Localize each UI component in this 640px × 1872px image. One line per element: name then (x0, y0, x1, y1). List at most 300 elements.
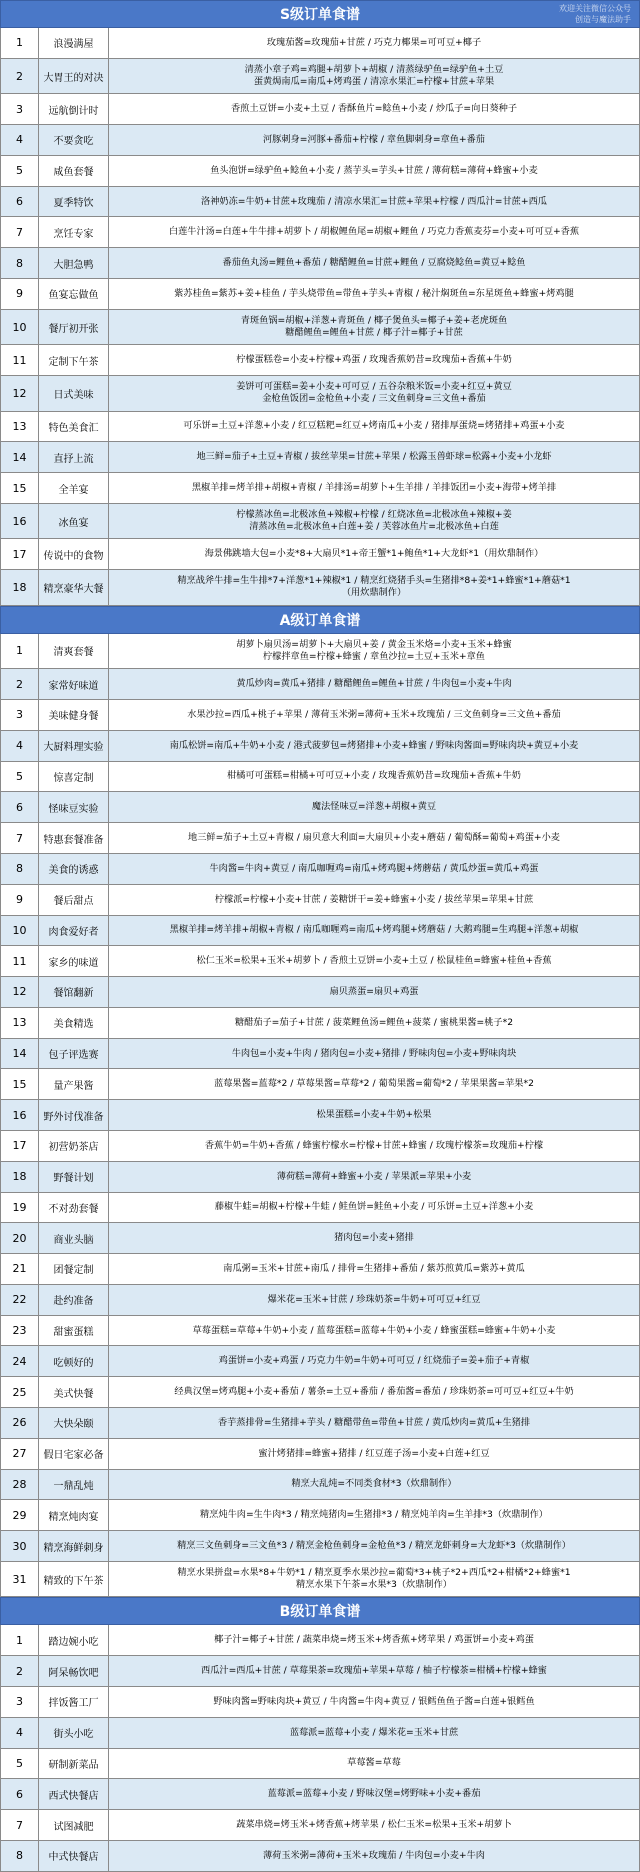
section-title-text: A级订单食谱 (279, 612, 361, 629)
row-number: 10 (1, 310, 39, 345)
row-number: 8 (1, 1841, 39, 1871)
order-name: 特色美食汇 (39, 412, 109, 442)
section-title (0, 0, 640, 28)
row-number: 25 (1, 1377, 39, 1407)
recipe-cell (109, 1162, 640, 1192)
order-name: 大快朵颐 (39, 1408, 109, 1438)
recipe-line: 精烹水果下午茶=水果*3（炊鼎制作） (296, 1579, 452, 1591)
table-row (0, 1625, 640, 1656)
order-name: 中式快餐店 (39, 1841, 109, 1871)
row-number: 14 (1, 1039, 39, 1069)
section-title-text: S级订单食谱 (279, 7, 361, 23)
row-number: 6 (1, 187, 39, 217)
table-row (0, 731, 640, 762)
recipe-cell (109, 1779, 640, 1809)
recipe-cell (109, 1008, 640, 1038)
table-row (0, 1779, 640, 1810)
recipe-line: 松仁玉米=松果+玉米+胡萝卜 / 香煎土豆饼=小麦+土豆 / 松鼠桂鱼=蜂蜜+桂鱼+香蕉 (196, 955, 552, 967)
order-name: 踏边婉小吃 (39, 1625, 109, 1655)
order-name: 美味健身餐 (39, 700, 109, 730)
table-row (0, 570, 640, 606)
row-number: 23 (1, 1316, 39, 1346)
row-number: 20 (1, 1223, 39, 1253)
recipe-line: 紫苏桂鱼=紫苏+姜+桂鱼 / 芋头烧带鱼=带鱼+芋头+青椒 / 秘汁焖斑鱼=东星斑鱼+蜂蜜+烤鸡腿 (174, 287, 574, 299)
row-number: 1 (1, 28, 39, 58)
recipe-line: 清蒸冰鱼=北极冰鱼+白莲+姜 / 芙蓉冰鱼片=北极冰鱼+白莲 (249, 521, 499, 533)
recipe-line: 魔法怪味豆=洋葱+胡椒+黄豆 (311, 801, 437, 813)
watermark-line: 创造与魔法助手 (575, 15, 631, 24)
order-name: 不对劲套餐 (39, 1193, 109, 1223)
row-number: 18 (1, 570, 39, 605)
recipe-cell (109, 1039, 640, 1069)
table-row (0, 1069, 640, 1100)
recipe-line: 糖醋鲤鱼=鲤鱼+甘蔗 / 椰子汁=椰子+甘蔗 (285, 327, 463, 339)
recipe-line: 精烹战斧牛排=生牛排*7+洋葱*1+辣椒*1 / 精烹红烧猪手头=生猪排*8+姜*1+蜂蜜*1+蘑菇*1 (177, 575, 571, 587)
row-number: 7 (1, 217, 39, 247)
row-number: 24 (1, 1346, 39, 1376)
order-name: 甜蜜蛋糕 (39, 1316, 109, 1346)
table-row (0, 1656, 640, 1687)
recipe-line: 蔬菜串烧=烤玉米+烤香蕉+烤苹果 / 松仁玉米=松果+玉米+胡萝卜 (236, 1819, 512, 1830)
recipe-cell (109, 1316, 640, 1346)
recipe-line: 香蕉牛奶=牛奶+香蕉 / 蜂蜜柠檬水=柠檬+甘蔗+蜂蜜 / 玫瑰柠檬茶=玫瑰茄+柠檬 (204, 1139, 544, 1151)
row-number: 28 (1, 1470, 39, 1500)
recipe-cell (109, 28, 640, 58)
table-row (0, 762, 640, 793)
row-number: 21 (1, 1254, 39, 1284)
table-row (0, 1377, 640, 1408)
recipe-cell (109, 345, 640, 375)
recipe-cell (109, 1470, 640, 1500)
recipe-cell (109, 1285, 640, 1315)
order-name: 大胆急鸭 (39, 248, 109, 278)
recipe-line: 黄瓜炒肉=黄瓜+猪排 / 糖醋鲤鱼=鲤鱼+甘蔗 / 牛肉包=小麦+牛肉 (236, 678, 512, 690)
recipe-cell (109, 279, 640, 309)
order-name: 餐厅初开张 (39, 310, 109, 345)
order-name: 餐馆翻新 (39, 977, 109, 1007)
row-number: 2 (1, 1656, 39, 1686)
recipe-cell (109, 1810, 640, 1840)
order-name: 特惠套餐准备 (39, 823, 109, 853)
order-name: 野外讨伐准备 (39, 1100, 109, 1130)
row-number: 5 (1, 762, 39, 792)
row-number: 14 (1, 442, 39, 472)
recipe-line: 柠檬蒸冰鱼=北极冰鱼+辣椒+柠檬 / 红烧冰鱼=北极冰鱼+辣椒+姜 (236, 509, 512, 521)
recipe-cell (109, 310, 640, 345)
recipe-cell (109, 412, 640, 442)
recipe-cell (109, 1687, 640, 1717)
recipe-line: 水果沙拉=西瓜+桃子+苹果 / 薄荷玉米粥=薄荷+玉米+玫瑰茄 / 三文鱼刺身=三文鱼+番茄 (187, 708, 561, 720)
row-number: 7 (1, 1810, 39, 1840)
recipe-line: 清蒸小章子鸡=鸡腿+胡萝卜+胡椒 / 清蒸绿驴鱼=绿驴鱼+土豆 (244, 64, 504, 76)
row-number: 9 (1, 885, 39, 915)
recipe-cell (109, 1439, 640, 1469)
table-row (0, 700, 640, 731)
recipe-line: 经典汉堡=烤鸡腿+小麦+番茄 / 薯条=土豆+番茄 / 番茄酱=番茄 / 珍珠奶茶=可可豆+红豆+牛奶 (174, 1386, 574, 1398)
table-row (0, 1810, 640, 1841)
section-title-text: B级订单食谱 (279, 1604, 361, 1621)
row-number: 1 (1, 634, 39, 669)
section-title (0, 1597, 640, 1625)
order-name: 精烹炖肉宴 (39, 1500, 109, 1530)
recipe-cell (109, 248, 640, 278)
recipe-line: 西瓜汁=西瓜+甘蔗 / 草莓果茶=玫瑰茄+苹果+草莓 / 柚子柠檬茶=柑橘+柠檬+蜂蜜 (201, 1665, 547, 1677)
row-number: 13 (1, 412, 39, 442)
recipe-line: 藤椒牛蛙=胡椒+柠檬+牛蛙 / 鲑鱼饼=鲑鱼+小麦 / 可乐饼=土豆+洋葱+小麦 (214, 1201, 534, 1213)
recipe-cell (109, 792, 640, 822)
table-row (0, 792, 640, 823)
recipe-cell (109, 187, 640, 217)
table-row (0, 1316, 640, 1347)
order-name: 肉食爱好者 (39, 916, 109, 946)
row-number: 4 (1, 125, 39, 155)
recipe-cell (109, 156, 640, 186)
recipe-line: 香煎土豆饼=小麦+土豆 / 香酥鱼片=鲶鱼+小麦 / 炒瓜子=向日葵种子 (230, 103, 518, 115)
order-name: 餐后甜点 (39, 885, 109, 915)
order-name: 街头小吃 (39, 1718, 109, 1748)
order-name: 夏季特饮 (39, 187, 109, 217)
recipe-line: 蓝莓派=蓝莓+小麦 / 野味汉堡=烤野味+小麦+番茄 (267, 1788, 481, 1800)
recipe-cell (109, 1500, 640, 1530)
order-name: 野餐计划 (39, 1162, 109, 1192)
order-name: 家乡的味道 (39, 946, 109, 976)
table-row (0, 156, 640, 187)
row-number: 16 (1, 504, 39, 539)
recipe-cell (109, 977, 640, 1007)
recipe-line: 草莓蛋糕=草莓+牛奶+小麦 / 蓝莓蛋糕=蓝莓+牛奶+小麦 / 蜂蜜蛋糕=蜂蜜+牛奶+小麦 (192, 1324, 556, 1336)
section-b-tier (0, 1597, 640, 1871)
recipe-line: 薄荷糕=薄荷+蜂蜜+小麦 / 苹果派=苹果+小麦 (276, 1170, 472, 1182)
order-name: 团餐定制 (39, 1254, 109, 1284)
recipe-cell (109, 1625, 640, 1655)
order-name: 日式美味 (39, 376, 109, 411)
recipe-line: 河豚刺身=河豚+番茄+柠檬 / 章鱼脚刺身=章鱼+番茄 (263, 133, 485, 145)
table-row (0, 946, 640, 977)
recipe-line: （用炊鼎制作） (341, 587, 407, 599)
recipe-cell (109, 1131, 640, 1161)
recipe-cell (109, 1377, 640, 1407)
section-title (0, 606, 640, 634)
table-row (0, 1346, 640, 1377)
row-number: 19 (1, 1193, 39, 1223)
recipe-line: 胡萝卜扇贝汤=胡萝卜+大扇贝+姜 / 黄金玉米烙=小麦+玉米+蜂蜜 (236, 638, 512, 650)
table-row (0, 634, 640, 670)
watermark (559, 3, 631, 25)
recipe-line: 洛神奶冻=牛奶+甘蔗+玫瑰茄 / 清凉水果汇=甘蔗+苹果+柠檬 / 西瓜汁=甘蔗+西瓜 (201, 195, 547, 207)
row-number: 8 (1, 248, 39, 278)
table-row (0, 504, 640, 540)
table-row (0, 187, 640, 218)
recipe-cell (109, 634, 640, 669)
recipe-line: 糖醋茄子=茄子+甘蔗 / 菠菜鲤鱼汤=鲤鱼+菠菜 / 蜜桃果酱=桃子*2 (234, 1016, 514, 1028)
table-row (0, 1841, 640, 1872)
order-name: 一鼎乱炖 (39, 1470, 109, 1500)
row-number: 9 (1, 279, 39, 309)
row-number: 27 (1, 1439, 39, 1469)
table-row (0, 473, 640, 504)
table-row (0, 1718, 640, 1749)
order-name: 美食精选 (39, 1008, 109, 1038)
watermark-line: 欢迎关注微信公众号 (559, 4, 631, 13)
row-number: 13 (1, 1008, 39, 1038)
recipe-line: 姜饼可可蛋糕=姜+小麦+可可豆 / 五谷杂粮米饭=小麦+红豆+黄豆 (236, 381, 512, 393)
order-name: 赴约准备 (39, 1285, 109, 1315)
row-number: 10 (1, 916, 39, 946)
recipe-line: 金枪鱼饭团=金枪鱼+小麦 / 三文鱼刺身=三文鱼+番茄 (262, 393, 486, 405)
recipe-line: 草莓酱=草莓 (347, 1757, 401, 1769)
recipe-cell (109, 1254, 640, 1284)
recipe-line: 牛肉包=小麦+牛肉 / 猪肉包=小麦+猪排 / 野味肉包=小麦+野味肉块 (231, 1047, 517, 1059)
order-name: 烹饪专家 (39, 217, 109, 247)
recipe-line: 南瓜松饼=南瓜+牛奶+小麦 / 港式菠萝包=烤猪排+小麦+蜂蜜 / 野味肉酱面=野味肉块+黄豆+小麦 (169, 739, 579, 751)
table-row (0, 94, 640, 125)
table-row (0, 823, 640, 854)
order-name: 大胃王的对决 (39, 59, 109, 94)
recipe-cell (109, 376, 640, 411)
order-name: 远航倒计时 (39, 94, 109, 124)
table-row (0, 1749, 640, 1780)
recipe-cell (109, 1749, 640, 1779)
recipe-cell (109, 473, 640, 503)
row-number: 12 (1, 376, 39, 411)
recipe-cell (109, 1718, 640, 1748)
table-row (0, 345, 640, 376)
recipe-cell (109, 731, 640, 761)
order-name: 假日宅家必备 (39, 1439, 109, 1469)
order-name: 清爽套餐 (39, 634, 109, 669)
recipe-cell (109, 1069, 640, 1099)
table-row (0, 916, 640, 947)
recipe-line: 柠檬拌章鱼=柠檬+蜂蜜 / 章鱼沙拉=土豆+玉米+章鱼 (263, 650, 485, 662)
order-name: 传说中的食物 (39, 539, 109, 569)
row-number: 3 (1, 700, 39, 730)
row-number: 18 (1, 1162, 39, 1192)
recipe-line: 海景佛跳墙大包=小麦*8+大扇贝*1+帝王蟹*1+鲍鱼*1+大龙虾*1（用炊鼎制作） (204, 548, 544, 560)
row-number: 12 (1, 977, 39, 1007)
table-row (0, 1439, 640, 1470)
recipe-line: 精烹炖牛肉=生牛肉*3 / 精烹炖猪肉=生猪排*3 / 精烹炖羊肉=生羊排*3（炊鼎制作） (200, 1509, 548, 1521)
order-name: 吃顿好的 (39, 1346, 109, 1376)
order-name: 冰鱼宴 (39, 504, 109, 539)
table-row (0, 310, 640, 346)
order-name: 大厨料理实验 (39, 731, 109, 761)
order-name: 美式快餐 (39, 1377, 109, 1407)
order-name: 精致的下午茶 (39, 1562, 109, 1597)
recipe-line: 蜜汁烤猪排=蜂蜜+猪排 / 红豆莲子汤=小麦+白莲+红豆 (258, 1447, 490, 1459)
table-row (0, 217, 640, 248)
recipe-cell (109, 1562, 640, 1597)
row-number: 30 (1, 1531, 39, 1561)
order-name: 试图减肥 (39, 1810, 109, 1840)
row-number: 26 (1, 1408, 39, 1438)
table-row (0, 669, 640, 700)
row-number: 15 (1, 1069, 39, 1099)
recipe-line: 精烹水果拼盘=水果*8+牛奶*1 / 精烹夏季水果沙拉=葡萄*3+桃子*2+西瓜*2+柑橘*2+蜂蜜*1 (177, 1567, 571, 1579)
recipe-cell (109, 885, 640, 915)
recipe-line: 野味肉酱=野味肉块+黄豆 / 牛肉酱=牛肉+黄豆 / 银鳕鱼鱼子酱=白莲+银鳕鱼 (213, 1695, 535, 1707)
row-number: 1 (1, 1625, 39, 1655)
recipe-line: 玫瑰茄酱=玫瑰茄+甘蔗 / 巧克力椰果=可可豆+椰子 (266, 36, 482, 48)
table-row (0, 59, 640, 95)
recipe-cell (109, 946, 640, 976)
order-name: 定制下午茶 (39, 345, 109, 375)
table-row (0, 1254, 640, 1285)
row-number: 3 (1, 1687, 39, 1717)
table-row (0, 1039, 640, 1070)
recipe-cell (109, 916, 640, 946)
recipe-cell (109, 59, 640, 94)
table-row (0, 1562, 640, 1598)
table-row (0, 1131, 640, 1162)
table-row (0, 1100, 640, 1131)
recipe-line: 蛋黄焗南瓜=南瓜+烤鸡蛋 / 清凉水果汇=柠檬+甘蔗+苹果 (253, 76, 495, 88)
row-number: 6 (1, 1779, 39, 1809)
recipe-line: 地三鲜=茄子+土豆+青椒 / 拔丝苹果=甘蔗+苹果 / 松露玉兽虾球=松露+小麦+小龙虾 (196, 451, 552, 463)
recipe-line: 蓝莓果酱=蓝莓*2 / 草莓果酱=草莓*2 / 葡萄果酱=葡萄*2 / 苹果果酱=苹果*2 (214, 1078, 534, 1090)
table-row (0, 1687, 640, 1718)
row-number: 15 (1, 473, 39, 503)
recipe-line: 扇贝蒸蛋=扇贝+鸡蛋 (329, 985, 419, 997)
table-row (0, 1408, 640, 1439)
order-name: 精烹豪华大餐 (39, 570, 109, 605)
table-row (0, 977, 640, 1008)
table-row (0, 885, 640, 916)
table-row (0, 1531, 640, 1562)
table-row (0, 1162, 640, 1193)
order-name: 惊喜定制 (39, 762, 109, 792)
recipe-cell (109, 1656, 640, 1686)
recipe-line: 精烹大乱炖=不同类食材*3（炊鼎制作） (291, 1478, 457, 1490)
row-number: 4 (1, 731, 39, 761)
recipe-cell (109, 1193, 640, 1223)
order-name: 商业头脑 (39, 1223, 109, 1253)
order-name: 家常好味道 (39, 669, 109, 699)
table-row (0, 1223, 640, 1254)
recipe-cell (109, 823, 640, 853)
recipe-cell (109, 1408, 640, 1438)
order-name: 不要贪吃 (39, 125, 109, 155)
order-name: 研制新菜品 (39, 1749, 109, 1779)
recipe-line: 猪肉包=小麦+猪排 (334, 1232, 414, 1244)
row-number: 6 (1, 792, 39, 822)
row-number: 5 (1, 156, 39, 186)
recipe-line: 椰子汁=椰子+甘蔗 / 蔬菜串烧=烤玉米+烤香蕉+烤苹果 / 鸡蛋饼=小麦+鸡蛋 (214, 1634, 534, 1646)
recipe-line: 牛肉酱=牛肉+黄豆 / 南瓜咖喱鸡=南瓜+烤鸡腿+烤蘑菇 / 黄瓜炒蛋=黄瓜+鸡蛋 (209, 862, 539, 874)
table-row (0, 539, 640, 570)
recipe-cell (109, 1346, 640, 1376)
table-row (0, 1285, 640, 1316)
order-name: 怪味豆实验 (39, 792, 109, 822)
recipe-line: 柑橘可可蛋糕=柑橘+可可豆+小麦 / 玫瑰香蕉奶昔=玫瑰茄+香蕉+牛奶 (227, 770, 521, 782)
recipe-line: 柠檬蛋糕卷=小麦+柠檬+鸡蛋 / 玫瑰香蕉奶昔=玫瑰茄+香蕉+牛奶 (236, 354, 512, 366)
order-name: 直抒上流 (39, 442, 109, 472)
table-row (0, 28, 640, 59)
order-name: 全羊宴 (39, 473, 109, 503)
recipe-line: 鸡蛋饼=小麦+鸡蛋 / 巧克力牛奶=牛奶+可可豆 / 红烧茄子=姜+茄子+青椒 (218, 1355, 530, 1367)
recipe-line: 精烹三文鱼刺身=三文鱼*3 / 精烹金枪鱼刺身=金枪鱼*3 / 精烹龙虾刺身=大龙虾*3（炊鼎制作） (177, 1540, 571, 1552)
recipe-cell (109, 1223, 640, 1253)
recipe-cell (109, 94, 640, 124)
row-number: 4 (1, 1718, 39, 1748)
section-a-tier (0, 606, 640, 1598)
recipe-line: 白莲牛汁汤=白莲+牛牛排+胡萝卜 / 胡椒鲤鱼尾=胡椒+鲤鱼 / 巧克力香蕉麦芬=小麦+可可豆+香蕉 (168, 226, 580, 238)
recipe-cell (109, 442, 640, 472)
row-number: 16 (1, 1100, 39, 1130)
table-row (0, 376, 640, 412)
recipe-cell (109, 762, 640, 792)
table-row (0, 1470, 640, 1501)
recipe-cell (109, 1841, 640, 1871)
recipe-line: 鱼头泡饼=绿驴鱼+鲶鱼+小麦 / 蒸芋头=芋头+甘蔗 / 薄荷糕=薄荷+蜂蜜+小麦 (210, 164, 538, 176)
row-number: 31 (1, 1562, 39, 1597)
recipe-line: 柠檬派=柠檬+小麦+甘蔗 / 姜糖饼干=姜+蜂蜜+小麦 / 拔丝苹果=苹果+甘蔗 (214, 893, 534, 905)
table-row (0, 248, 640, 279)
row-number: 7 (1, 823, 39, 853)
row-number: 17 (1, 539, 39, 569)
recipe-line: 番茄鱼丸汤=鲤鱼+番茄 / 糖醋鲤鱼=甘蔗+鲤鱼 / 豆腐烧鲶鱼=黄豆+鲶鱼 (222, 257, 526, 269)
row-number: 2 (1, 669, 39, 699)
row-number: 11 (1, 345, 39, 375)
recipe-cell (109, 125, 640, 155)
recipe-line: 香芋蒸排骨=生猪排+芋头 / 糖醋带鱼=带鱼+甘蔗 / 黄瓜炒肉=黄瓜+生猪排 (217, 1416, 531, 1428)
row-number: 29 (1, 1500, 39, 1530)
order-name: 拌饭酱工厂 (39, 1687, 109, 1717)
recipe-line: 地三鲜=茄子+土豆+青椒 / 扇贝意大利面=大扇贝+小麦+蘑菇 / 葡萄酥=葡萄+鸡蛋+小麦 (188, 832, 560, 844)
recipe-line: 青斑鱼锅=胡椒+洋葱+青斑鱼 / 椰子煲鱼头=椰子+姜+老虎斑鱼 (240, 315, 508, 327)
recipe-cell (109, 1100, 640, 1130)
recipe-line: 薄荷玉米粥=薄荷+玉米+玫瑰茄 / 牛肉包=小麦+牛肉 (263, 1849, 485, 1861)
recipe-cell (109, 504, 640, 539)
recipe-line: 黑椒羊排=烤羊排+胡椒+青椒 / 南瓜咖喱鸡=南瓜+烤鸡腿+烤蘑菇 / 大鹅鸡腿=生鸡腿+洋葱+胡椒 (169, 924, 579, 936)
order-name: 咸鱼套餐 (39, 156, 109, 186)
table-row (0, 442, 640, 473)
recipe-cell (109, 700, 640, 730)
table-row (0, 412, 640, 443)
recipe-line: 蓝莓派=蓝莓+小麦 / 爆米花=玉米+甘蔗 (289, 1726, 459, 1738)
order-name: 包子评选赛 (39, 1039, 109, 1069)
row-number: 2 (1, 59, 39, 94)
recipe-cell (109, 854, 640, 884)
order-name: 美食的诱惑 (39, 854, 109, 884)
row-number: 8 (1, 854, 39, 884)
recipe-cell (109, 669, 640, 699)
recipe-cell (109, 1531, 640, 1561)
order-name: 浪漫满屋 (39, 28, 109, 58)
order-name: 初营奶茶店 (39, 1131, 109, 1161)
row-number: 5 (1, 1749, 39, 1779)
row-number: 3 (1, 94, 39, 124)
table-row (0, 279, 640, 310)
recipe-line: 松果蛋糕=小麦+牛奶+松果 (316, 1109, 432, 1121)
recipe-line: 南瓜粥=玉米+甘蔗+南瓜 / 排骨=生猪排+番茄 / 紫苏煎黄瓜=紫苏+黄瓜 (223, 1262, 525, 1274)
recipe-cell (109, 539, 640, 569)
recipe-line: 爆米花=玉米+甘蔗 / 珍珠奶茶=牛奶+可可豆+红豆 (267, 1293, 481, 1305)
section-s-tier (0, 0, 640, 606)
table-row (0, 1193, 640, 1224)
recipe-cell (109, 570, 640, 605)
table-row (0, 1008, 640, 1039)
table-row (0, 1500, 640, 1531)
order-name: 精烹海鲜刺身 (39, 1531, 109, 1561)
row-number: 17 (1, 1131, 39, 1161)
order-name: 西式快餐店 (39, 1779, 109, 1809)
recipe-cell (109, 217, 640, 247)
row-number: 11 (1, 946, 39, 976)
recipe-line: 黑椒羊排=烤羊排+胡椒+青椒 / 羊排汤=胡萝卜+生羊排 / 羊排饭团=小麦+海带+烤羊排 (191, 482, 557, 494)
table-row (0, 854, 640, 885)
recipe-line: 可乐饼=土豆+洋葱+小麦 / 红豆糕粑=红豆+烤南瓜+小麦 / 猪排厚蛋烧=烤猪排+鸡蛋+小麦 (183, 420, 565, 432)
order-name: 量产果酱 (39, 1069, 109, 1099)
